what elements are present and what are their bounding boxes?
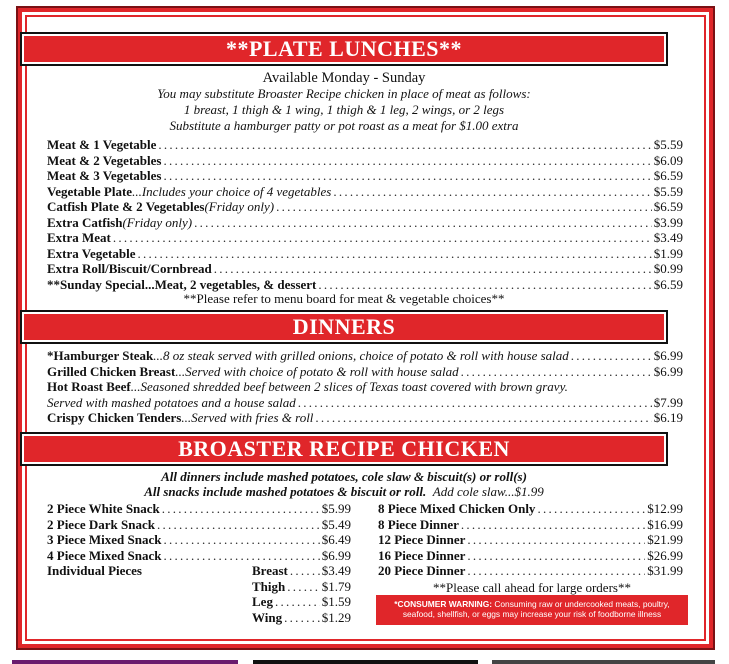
leader-dots bbox=[284, 610, 320, 626]
leader-dots bbox=[162, 501, 320, 517]
menu-item-name: 20 Piece Dinner bbox=[378, 563, 466, 578]
leader-dots bbox=[318, 277, 651, 293]
leader-dots bbox=[214, 261, 652, 277]
leader-dots bbox=[537, 501, 645, 517]
menu-item-name: Catfish Plate & 2 Vegetables bbox=[47, 199, 205, 214]
menu-item-name: 12 Piece Dinner bbox=[378, 532, 466, 547]
menu-item-row bbox=[378, 517, 683, 533]
menu-item-description: ...Seasoned shredded beef between 2 slices of Texas toast covered with brown gravy. bbox=[130, 379, 568, 394]
leader-dots bbox=[276, 199, 652, 215]
leader-dots bbox=[158, 137, 651, 153]
leader-dots bbox=[315, 410, 651, 426]
menu-item-row bbox=[47, 261, 683, 277]
bottom-bar-3 bbox=[492, 660, 715, 664]
substitute-line-1: You may substitute Broaster Recipe chicken in place of meat as follows: bbox=[157, 86, 531, 101]
plate-lunches-banner: **PLATE LUNCHES** bbox=[20, 32, 668, 66]
menu-item-price: $21.99 bbox=[647, 532, 683, 547]
menu-item-description: ...Served with fries & roll bbox=[181, 410, 314, 425]
menu-item-description: (Friday only) bbox=[204, 199, 275, 214]
menu-item-name: *Hamburger Steak bbox=[47, 348, 154, 363]
menu-item-row bbox=[47, 215, 683, 231]
menu-item-name: Extra Catfish bbox=[47, 214, 123, 230]
menu-item-price: $26.99 bbox=[647, 547, 683, 563]
menu-item-name: 4 Piece Mixed Snack bbox=[47, 547, 162, 563]
menu-item-price: $6.59 bbox=[653, 276, 683, 292]
menu-item-name: Extra Roll/Biscuit/Cornbread bbox=[47, 261, 212, 276]
menu-item-price: $3.99 bbox=[653, 214, 683, 230]
menu-item-price: $5.59 bbox=[653, 183, 683, 199]
menu-item-row bbox=[378, 501, 683, 517]
menu-item-name: Crispy Chicken Tenders bbox=[47, 410, 182, 425]
menu-item-name: Wing bbox=[252, 609, 283, 625]
bottom-bar-1 bbox=[12, 660, 238, 664]
menu-item-row bbox=[47, 548, 351, 564]
leader-dots bbox=[287, 579, 320, 595]
menu-item-row bbox=[378, 563, 683, 579]
snacks-include-note bbox=[20, 484, 668, 500]
menu-item-name: Breast bbox=[252, 563, 288, 578]
leader-dots bbox=[163, 153, 651, 169]
menu-item-name: Hot Roast Beef bbox=[47, 379, 131, 394]
menu-item-row bbox=[47, 153, 683, 169]
menu-item-name: Leg bbox=[252, 594, 273, 609]
substitute-line-2: 1 breast, 1 thigh & 1 wing, 1 thigh & 1 leg, 2 wings, or 2 legs bbox=[183, 102, 505, 117]
menu-item-name: 8 Piece Mixed Chicken Only bbox=[378, 501, 536, 516]
menu-item-price: $1.29 bbox=[321, 609, 351, 625]
dinners-banner: DINNERS bbox=[20, 310, 668, 344]
leader-dots bbox=[137, 246, 651, 262]
menu-item-name: 3 Piece Mixed Snack bbox=[47, 532, 162, 547]
menu-item-description: (Friday only) bbox=[122, 214, 193, 230]
menu-item-row bbox=[378, 532, 683, 548]
leader-dots bbox=[163, 168, 651, 184]
menu-item-price: $6.49 bbox=[321, 532, 351, 547]
menu-item-name: Extra Vegetable bbox=[47, 245, 136, 261]
menu-item-price: $5.49 bbox=[321, 516, 351, 532]
menu-item-name: 2 Piece White Snack bbox=[47, 501, 160, 516]
menu-item-row bbox=[47, 364, 683, 380]
menu-item-row bbox=[47, 517, 351, 533]
leader-dots bbox=[163, 532, 319, 548]
menu-item-name: Meat & 3 Vegetables bbox=[47, 168, 162, 183]
menu-item-row bbox=[47, 379, 683, 395]
menu-item-row bbox=[47, 168, 683, 184]
menu-item-price: $6.09 bbox=[653, 152, 683, 168]
menu-item-row bbox=[47, 199, 683, 215]
menu-item-name: **Sunday Special...Meat, 2 vegetables, & dessert bbox=[47, 276, 317, 292]
menu-item-name: Thigh bbox=[252, 578, 286, 594]
warning-label: *CONSUMER WARNING: bbox=[394, 599, 493, 609]
menu-item-row bbox=[47, 395, 683, 411]
menu-item-price: $6.19 bbox=[653, 410, 683, 425]
menu-item-name: Meat & 2 Vegetables bbox=[47, 152, 162, 168]
menu-item-row bbox=[47, 246, 683, 262]
menu-item-price: $6.99 bbox=[653, 363, 683, 379]
menu-item-price: $5.59 bbox=[653, 137, 683, 152]
menu-item-row bbox=[47, 348, 683, 364]
menu-item-price: $6.99 bbox=[321, 547, 351, 563]
menu-item-name: Meat & 1 Vegetable bbox=[47, 137, 157, 152]
menu-item-price: $5.99 bbox=[321, 501, 351, 516]
menu-item-price: $6.59 bbox=[653, 199, 683, 214]
menu-item-name: Extra Meat bbox=[47, 230, 111, 245]
menu-item-price: $3.49 bbox=[653, 230, 683, 245]
menu-item-name: Grilled Chicken Breast bbox=[47, 363, 176, 379]
menu-item-price: $1.79 bbox=[321, 578, 351, 594]
plate-note: **Please refer to menu board for meat & vegetable choices** bbox=[183, 291, 505, 306]
menu-item-name: 8 Piece Dinner bbox=[378, 516, 459, 532]
menu-item-row bbox=[47, 410, 683, 426]
leader-dots bbox=[333, 184, 651, 200]
menu-item-price: $31.99 bbox=[647, 563, 683, 578]
leader-dots bbox=[157, 517, 320, 533]
bottom-bar-2 bbox=[253, 660, 478, 664]
dinners-include-note: All dinners include mashed potatoes, cole slaw & biscuit(s) or roll(s) bbox=[161, 469, 527, 484]
leader-dots bbox=[461, 364, 652, 380]
menu-item-price: $6.99 bbox=[653, 348, 683, 363]
menu-item-price: $1.59 bbox=[321, 594, 351, 609]
menu-item-row bbox=[47, 184, 683, 200]
leader-dots bbox=[113, 230, 652, 246]
menu-item-price: $7.99 bbox=[653, 394, 683, 410]
menu-item-row bbox=[47, 501, 351, 517]
menu-item-name: Vegetable Plate bbox=[47, 183, 133, 199]
menu-item-price: $0.99 bbox=[653, 261, 683, 276]
leader-dots bbox=[290, 563, 320, 579]
menu-item-row bbox=[47, 277, 683, 293]
consumer-warning bbox=[376, 595, 688, 625]
menu-item-price: $12.99 bbox=[647, 501, 683, 516]
leader-dots bbox=[163, 548, 319, 564]
menu-item-price: $1.99 bbox=[653, 245, 683, 261]
menu-item-row bbox=[47, 532, 351, 548]
cole-slaw-addon: Add cole slaw...$1.99 bbox=[432, 484, 544, 499]
leader-dots bbox=[467, 548, 645, 564]
menu-item-price: $6.59 bbox=[653, 168, 683, 183]
warning-text: Consuming raw or undercooked meats, poultry, seafood, shellfish, or eggs may increase your risk of foodborne illness bbox=[402, 599, 670, 619]
snacks-include-text: All snacks include mashed potatoes & biscuit or roll. bbox=[144, 484, 427, 499]
menu-item-row bbox=[378, 548, 683, 564]
menu-item-row bbox=[252, 579, 351, 595]
menu-item-description: ...Includes your choice of 4 vegetables bbox=[132, 183, 332, 199]
broaster-banner: BROASTER RECIPE CHICKEN bbox=[20, 432, 668, 466]
available-text: Available Monday - Sunday bbox=[262, 70, 426, 86]
menu-item-row bbox=[252, 594, 351, 610]
menu-item-price: $3.49 bbox=[321, 563, 351, 578]
leader-dots bbox=[467, 563, 645, 579]
leader-dots bbox=[571, 348, 652, 364]
call-ahead-note: **Please call ahead for large orders** bbox=[433, 580, 631, 595]
leader-dots bbox=[467, 532, 645, 548]
menu-item-row bbox=[252, 610, 351, 626]
menu-item-row bbox=[47, 230, 683, 246]
menu-item-row bbox=[47, 137, 683, 153]
menu-item-name: 16 Piece Dinner bbox=[378, 547, 466, 563]
menu-item-name: 2 Piece Dark Snack bbox=[47, 516, 155, 532]
menu-item-price: $16.99 bbox=[647, 516, 683, 532]
menu-item-description: ...Served with choice of potato & roll with house salad bbox=[175, 363, 459, 379]
leader-dots bbox=[194, 215, 652, 231]
leader-dots bbox=[275, 594, 320, 610]
substitute-line-3: Substitute a hamburger patty or pot roast as a meat for $1.00 extra bbox=[169, 118, 519, 133]
menu-item-name: Individual Pieces bbox=[47, 563, 142, 578]
menu-item-row bbox=[252, 563, 351, 579]
leader-dots bbox=[461, 517, 645, 533]
leader-dots bbox=[298, 395, 652, 411]
menu-item-description: Served with mashed potatoes and a house salad bbox=[47, 394, 296, 410]
menu-item-description: ...8 oz steak served with grilled onions, choice of potato & roll with house salad bbox=[153, 348, 569, 363]
